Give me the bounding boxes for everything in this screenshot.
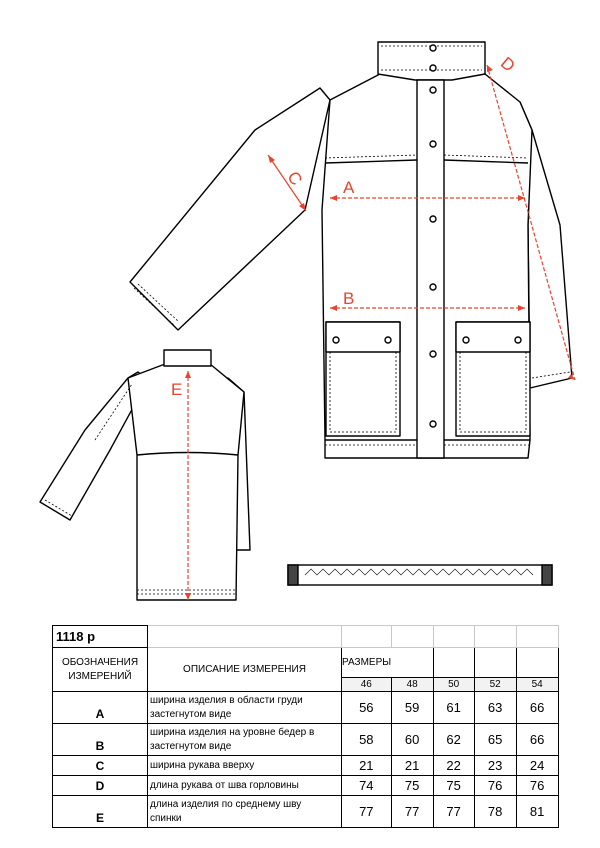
belt [288, 565, 552, 585]
table-row: D длина рукава от шва горловины 74 75 75 76 76 [53, 776, 559, 796]
label-b: B [343, 289, 355, 308]
size-48: 48 [391, 678, 433, 692]
code-column-header: ОБОЗНАЧЕНИЯ ИЗМЕРЕНИЙ [53, 648, 148, 692]
table-row: E длина изделия по среднему шву спинки 77 77 77 78 81 [53, 796, 559, 828]
table-row: A ширина изделия в области груди застегнутом виде 56 59 61 63 66 [53, 692, 559, 724]
desc-column-header: ОПИСАНИЕ ИЗМЕРЕНИЯ [148, 648, 342, 692]
size-chart-table [52, 625, 559, 828]
label-e: E [171, 380, 183, 399]
table-row: B ширина изделия на уровне бедер в застегнутом виде 58 60 62 65 66 [53, 724, 559, 756]
label-d: D [496, 53, 519, 76]
front-left-sleeve [130, 88, 330, 330]
back-collar [164, 350, 211, 366]
size-52: 52 [474, 678, 516, 692]
back-body [128, 364, 244, 600]
model-number: 1118 р [53, 626, 148, 648]
size-50: 50 [433, 678, 474, 692]
table-row: C ширина рукава вверху 21 21 22 23 24 [53, 756, 559, 776]
label-c: C [283, 167, 306, 189]
sizes-header: РАЗМЕРЫ [342, 648, 392, 678]
front-placket [417, 80, 444, 458]
size-54: 54 [516, 678, 558, 692]
label-a: A [343, 178, 355, 197]
size-46: 46 [342, 678, 392, 692]
